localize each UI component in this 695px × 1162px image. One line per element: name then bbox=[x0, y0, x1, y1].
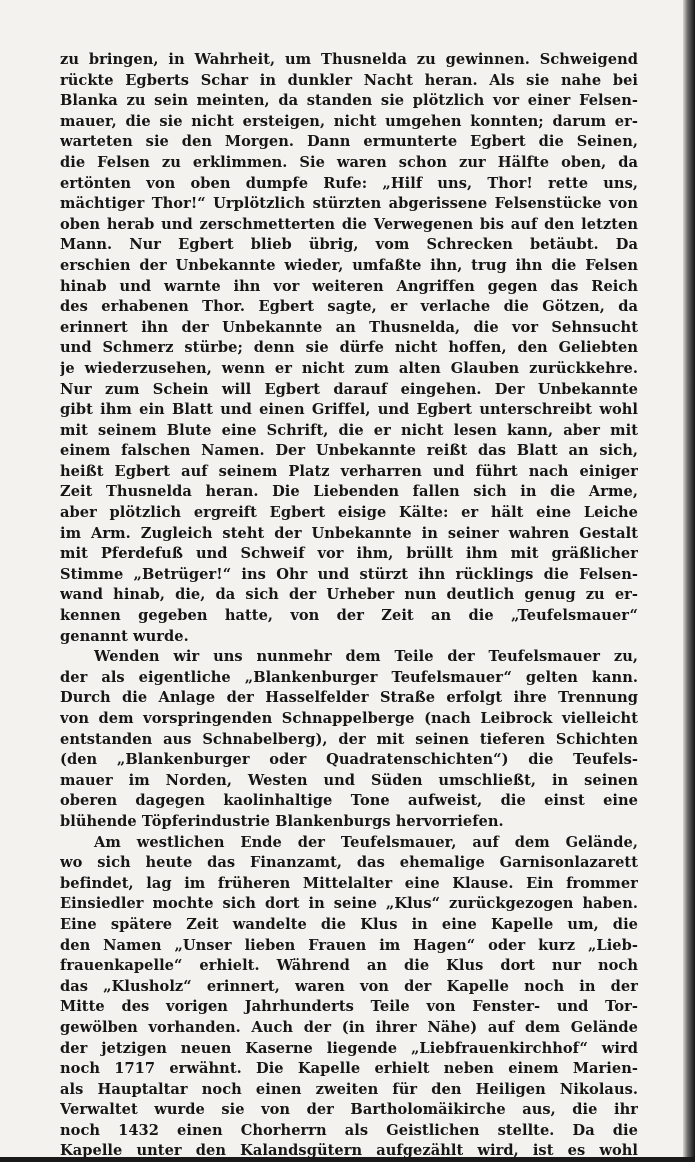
text-line: oberen dagegen kaolinhaltige Tone aufweist, die einst eine bbox=[60, 792, 638, 810]
text-line: frauenkapelle“ erhielt. Während an die Klus dort nur noch bbox=[60, 957, 638, 975]
text-line: mächtiger Thor!“ Urplötzlich stürzten abgerissene Felsenstücke von bbox=[60, 195, 638, 213]
text-line: entstanden aus Schnabelberg), der mit seinen tieferen Schichten bbox=[60, 730, 638, 748]
text-line: als Hauptaltar noch einen zweiten für den Heiligen Nikolaus. bbox=[60, 1080, 638, 1098]
text-line: im Arm. Zugleich steht der Unbekannte in seiner wahren Gestalt bbox=[60, 524, 638, 542]
text-line: rückte Egberts Schar in dunkler Nacht heran. Als sie nahe bei bbox=[60, 71, 638, 89]
text-line: Kapelle unter den Kalandsgütern aufgezählt wird, ist es wohl bbox=[60, 1142, 638, 1160]
text-line: und Schmerz stürbe; denn sie dürfe nicht hoffen, den Geliebten bbox=[60, 339, 638, 357]
paragraph bbox=[60, 50, 638, 647]
text-line: erschien der Unbekannte wieder, umfaßte ihn, trug ihn die Felsen bbox=[60, 256, 638, 274]
text-line: noch 1432 einen Chorherrn als Geistlichen stellte. Da die bbox=[60, 1121, 638, 1139]
page-edge-shadow bbox=[683, 0, 695, 1157]
text-line: oben herab und zerschmetterten die Verwegenen bis auf den letzten bbox=[60, 215, 638, 233]
paragraph bbox=[60, 647, 638, 832]
text-line: Mitte des vorigen Jahrhunderts Teile von Fenster- und Tor- bbox=[60, 998, 638, 1016]
text-line: Eine spätere Zeit wandelte die Klus in eine Kapelle um, die bbox=[60, 915, 638, 933]
text-line: Einsiedler mochte sich dort in seine „Klus“ zurückgezogen haben. bbox=[60, 895, 638, 913]
text-line: einem falschen Namen. Der Unbekannte reißt das Blatt an sich, bbox=[60, 442, 638, 460]
text-line: aber plötzlich ergreift Egbert eisige Kälte: er hält eine Leiche bbox=[60, 504, 638, 522]
text-line: Durch die Anlage der Hasselfelder Straße erfolgt ihre Trennung bbox=[60, 689, 638, 707]
text-line: Nur zum Schein will Egbert darauf eingehen. Der Unbekannte bbox=[60, 380, 638, 398]
paragraph bbox=[60, 833, 638, 1162]
text-line: kennen gegeben hatte, von der Zeit an die „Teufelsmauer“ bbox=[60, 607, 638, 625]
text-line: Verwaltet wurde sie von der Bartholomäikirche aus, die ihr bbox=[60, 1101, 638, 1119]
text-line: wo sich heute das Finanzamt, das ehemalige Garnisonlazarett bbox=[60, 854, 638, 872]
text-line: heißt Egbert auf seinem Platz verharren und führt nach einiger bbox=[60, 462, 638, 480]
text-line: das „Klusholz“ erinnert, waren von der Kapelle noch in der bbox=[60, 977, 638, 995]
text-line: hinab und warnte ihn vor weiteren Angriffen gegen das Reich bbox=[60, 277, 638, 295]
text-line: noch 1717 erwähnt. Die Kapelle erhielt neben einem Marien- bbox=[60, 1060, 638, 1078]
text-line: mauer, die sie nicht ersteigen, nicht umgehen konnten; darum er- bbox=[60, 112, 638, 130]
text-line: gibt ihm ein Blatt und einen Griffel, und Egbert unterschreibt wohl bbox=[60, 401, 638, 419]
text-line: erinnert ihn der Unbekannte an Thusnelda, die vor Sehnsucht bbox=[60, 318, 638, 336]
text-line: Am westlichen Ende der Teufelsmauer, auf dem Gelände, bbox=[94, 833, 638, 851]
text-line: zu bringen, in Wahrheit, um Thusnelda zu gewinnen. Schweigend bbox=[60, 51, 638, 68]
text-line: Mann. Nur Egbert blieb übrig, vom Schrecken betäubt. Da bbox=[60, 236, 638, 254]
text-line: der als eigentliche „Blankenburger Teufelsmauer“ gelten kann. bbox=[60, 668, 638, 686]
body-text bbox=[60, 50, 638, 1162]
text-line: genannt wurde. bbox=[60, 627, 189, 645]
text-line: Wenden wir uns nunmehr dem Teile der Teufelsmauer zu, bbox=[94, 648, 638, 666]
text-line: (den „Blankenburger oder Quadratenschichten“) die Teufels- bbox=[60, 751, 638, 769]
text-line: Stimme „Betrüger!“ ins Ohr und stürzt ihn rücklings die Felsen- bbox=[60, 565, 638, 583]
text-line: warteten sie den Morgen. Dann ermunterte Egbert die Seinen, bbox=[60, 133, 638, 151]
text-line: gewölben vorhanden. Auch der (in ihrer Nähe) auf dem Gelände bbox=[60, 1018, 638, 1036]
text-line: Blanka zu sein meinten, da standen sie plötzlich vor einer Felsen- bbox=[60, 92, 638, 110]
text-line: mit seinem Blute eine Schrift, die er nicht lesen kann, aber mit bbox=[60, 421, 638, 439]
text-line: ertönten von oben dumpfe Rufe: „Hilf uns, Thor! rette uns, bbox=[60, 174, 638, 192]
text-line: je wiederzusehen, wenn er nicht zum alten Glauben zurückkehre. bbox=[60, 359, 638, 377]
text-line: mit Pferdefuß und Schweif vor ihm, brüllt ihm mit gräßlicher bbox=[60, 545, 638, 563]
text-line: mauer im Norden, Westen und Süden umschließt, in seinen bbox=[60, 771, 638, 789]
text-line: wand hinab, die, da sich der Urheber nun deutlich genug zu er- bbox=[60, 586, 638, 604]
text-line: blühende Töpferindustrie Blankenburgs hervorriefen. bbox=[60, 812, 504, 830]
text-line: befindet, lag im früheren Mittelalter eine Klause. Ein frommer bbox=[60, 874, 638, 892]
text-line: die Felsen zu erklimmen. Sie waren schon zur Hälfte oben, da bbox=[60, 153, 638, 171]
text-line: Zeit Thusnelda heran. Die Liebenden fallen sich in die Arme, bbox=[60, 483, 638, 501]
text-line: des erhabenen Thor. Egbert sagte, er verlache die Götzen, da bbox=[60, 298, 638, 316]
text-line: den Namen „Unser lieben Frauen im Hagen“ oder kurz „Lieb- bbox=[60, 936, 638, 954]
text-line: von dem vorspringenden Schnappelberge (nach Leibrock vielleicht bbox=[60, 710, 638, 727]
text-line: der jetzigen neuen Kaserne liegende „Liebfrauenkirchhof“ wird bbox=[60, 1039, 638, 1057]
